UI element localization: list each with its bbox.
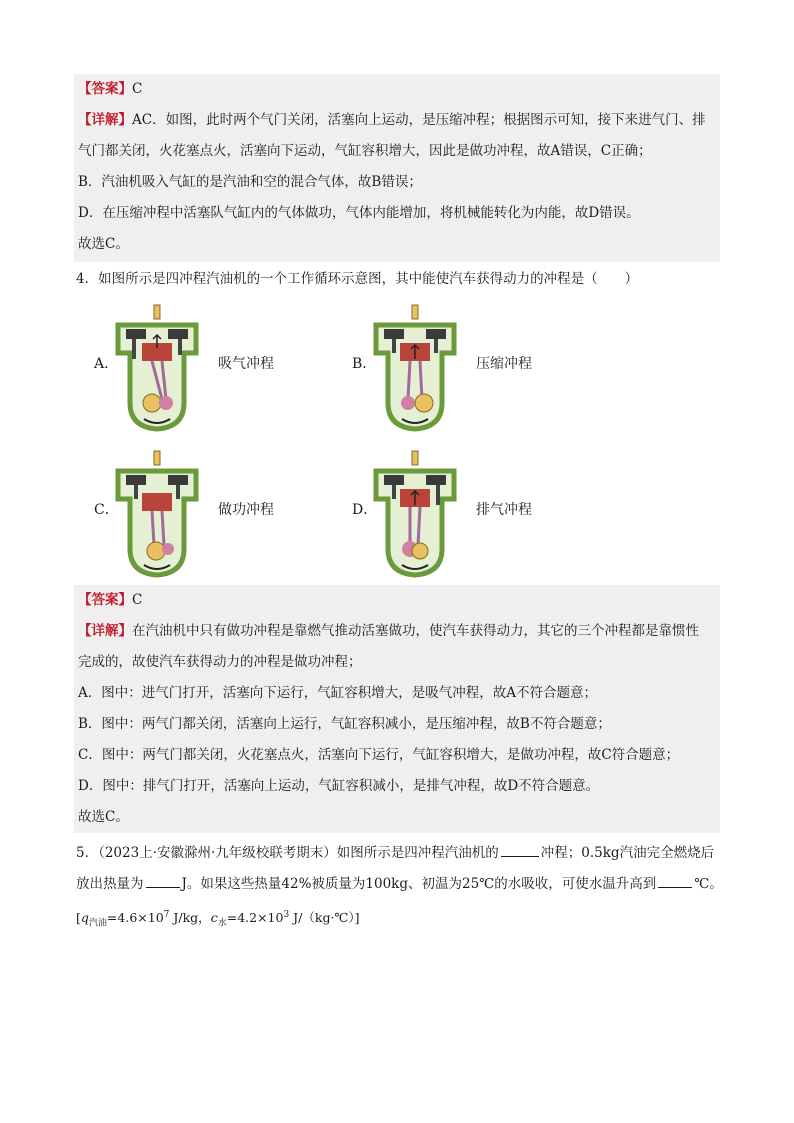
answer-block-q4	[74, 585, 720, 833]
answer-tag: 【答案】	[78, 592, 132, 608]
question-5-line-1	[76, 838, 714, 868]
detail-line	[78, 616, 716, 647]
detail-text: 故选C。	[78, 809, 129, 825]
fill-blank-3[interactable]	[658, 872, 692, 888]
c-unit: J/（kg·℃）]	[289, 910, 360, 926]
question-5-text: 放出热量为	[76, 876, 144, 892]
engine-compression-diagram-icon	[372, 303, 458, 433]
answer-tag: 【答案】	[78, 81, 132, 97]
option-letter: C．	[94, 502, 119, 518]
answer-value: C	[132, 592, 143, 608]
detail-text: 完成的，故使汽车获得动力的冲程是做功冲程；	[78, 654, 362, 670]
answer-block-q3	[74, 74, 720, 262]
detail-text: B．汽油机吸入气缸的是汽油和空的混合气体，故B错误；	[78, 174, 422, 190]
answer-value: C	[132, 81, 143, 97]
question-5-text: 5．（2023上·安徽滁州·九年级校联考期末）如图所示是四冲程汽油机的	[76, 845, 499, 861]
detail-tag: 【详解】	[78, 112, 132, 128]
question-5-constants	[76, 900, 360, 930]
question-5-text: ℃。	[694, 876, 723, 892]
detail-text: D．在压缩冲程中活塞队气缸内的气体做功，气体内能增加，将机械能转化为内能，故D错误。	[78, 205, 640, 221]
question-5-text: 冲程；0.5kg汽油完全燃烧后	[540, 845, 715, 861]
q-exponent: 7	[163, 910, 170, 920]
q-symbol: q	[80, 910, 89, 926]
detail-text: B．图中：两气门都关闭，活塞向上运行，气缸容积减小，是压缩冲程，故B不符合题意；	[78, 716, 611, 732]
question-4-stem: 4．如图所示是四冲程汽油机的一个工作循环示意图，其中能使汽车获得动力的冲程是（ ）	[76, 271, 639, 287]
option-label: 排气冲程	[476, 502, 532, 518]
option-b	[352, 303, 652, 433]
c-value: =4.2×10	[226, 910, 284, 926]
detail-line	[78, 105, 716, 136]
detail-text: D．图中：排气门打开，活塞向上运动，气缸容积减小，是排气冲程，故D不符合题意。	[78, 778, 600, 794]
bracket: [	[76, 910, 81, 926]
option-letter: D．	[352, 502, 378, 518]
detail-text: AC．如图，此时两个气门关闭，活塞向上运动，是压缩冲程；根据图示可知，接下来进气门、排	[132, 112, 706, 128]
option-a	[94, 303, 394, 433]
separator: ，	[198, 910, 211, 926]
detail-text: C．图中：两气门都关闭，火花塞点火，活塞向下运行，气缸容积增大，是做功冲程，故C符合题意；	[78, 747, 680, 763]
engine-power-diagram-icon	[114, 449, 200, 579]
option-c	[94, 449, 394, 579]
option-d	[352, 449, 652, 579]
option-letter: A．	[94, 356, 119, 372]
c-subscript: 水	[217, 918, 227, 929]
fill-blank-2[interactable]	[146, 872, 180, 888]
detail-tag: 【详解】	[78, 623, 132, 639]
detail-text: 气门都关闭，火花塞点火，活塞向下运动，气缸容积增大，因此是做功冲程，故A错误，C正确；	[78, 143, 652, 159]
question-5-text: J。如果这些热量42%被质量为100kg、初温为25℃的水吸收，可使水温升高到	[181, 876, 657, 892]
c-symbol: c	[210, 910, 218, 926]
question-5-line-2	[76, 869, 723, 899]
option-label: 压缩冲程	[476, 356, 532, 372]
engine-exhaust-diagram-icon	[372, 449, 458, 579]
engine-intake-diagram-icon	[114, 303, 200, 433]
answer-line	[78, 74, 716, 105]
detail-text: 在汽油机中只有做功冲程是靠燃气推动活塞做功，使汽车获得动力，其它的三个冲程都是靠惯性	[132, 623, 699, 639]
detail-text: 故选C。	[78, 236, 129, 252]
q-value: =4.6×10	[106, 910, 164, 926]
option-label: 吸气冲程	[218, 356, 274, 372]
detail-text: A．图中：进气门打开，活塞向下运行，气缸容积增大，是吸气冲程，故A不符合题意；	[78, 685, 597, 701]
fill-blank-1[interactable]	[501, 841, 539, 857]
c-exponent: 3	[283, 910, 290, 920]
answer-line	[78, 585, 716, 616]
option-letter: B．	[352, 356, 377, 372]
q-unit: J/kg	[169, 910, 199, 926]
q-subscript: 汽油	[88, 918, 107, 929]
option-label: 做功冲程	[218, 502, 274, 518]
